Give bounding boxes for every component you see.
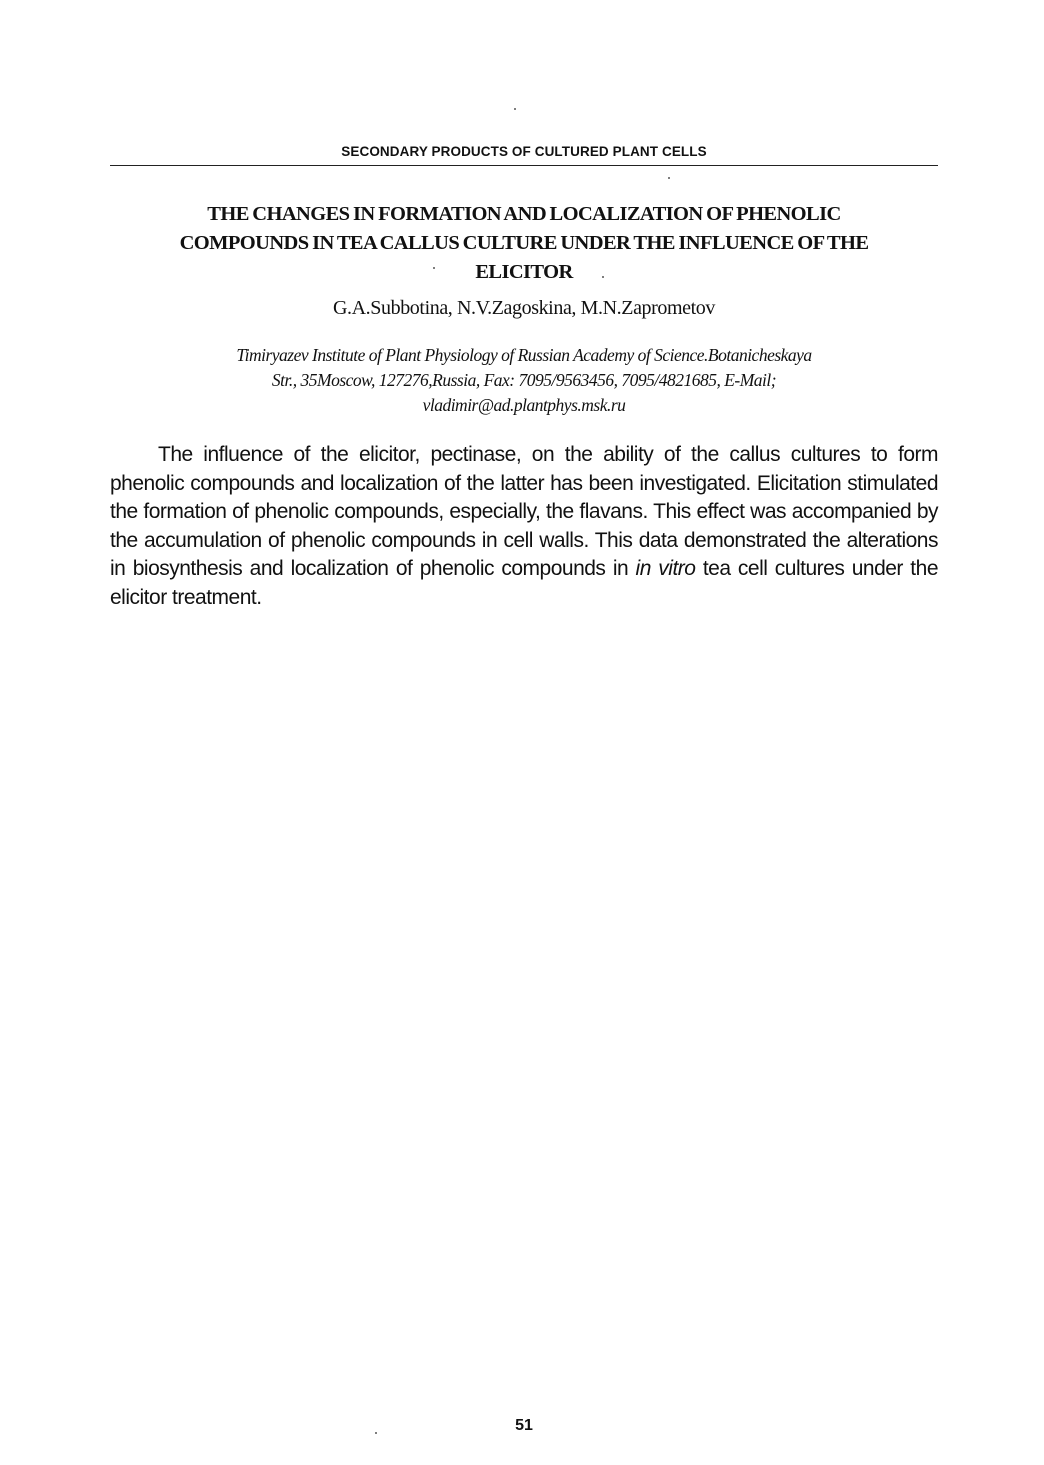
scan-speck [433, 267, 435, 269]
authors: G.A.Subbotina, N.V.Zagoskina, M.N.Zaprometov [333, 297, 715, 319]
scan-speck [514, 108, 516, 110]
scan-speck [668, 177, 670, 179]
affiliation-line-1: Timiryazev Institute of Plant Physiology of Russian Academy of Science.Botanicheskaya [236, 345, 812, 365]
affiliation-email: vladimir@ad.plantphys.msk.ru [422, 395, 626, 415]
abstract-paragraph [110, 441, 938, 612]
affiliation-line-2: Str., 35Moscow, 127276,Russia, Fax: 7095/9563456, 7095/4821685, E-Mail; [271, 370, 777, 390]
abstract-text-part-1: The influence of the elicitor, pectinase, on the ability of the callus cultures to form phenolic compounds and localization of the latter has been investigated. Elicitation stimulated the formation of phenolic compounds, especially, the flavans. This effect was accompanied by the accumulation of phenolic compounds in cell walls. This data demonstrated the alterations in biosynthesis and localization of phenolic compounds in [110, 443, 938, 580]
title-line-1: THE CHANGES IN FORMATION AND LOCALIZATION OF PHENOLIC [207, 203, 841, 225]
running-head: SECONDARY PRODUCTS OF CULTURED PLANT CELLS [341, 144, 707, 159]
affiliation [110, 343, 938, 418]
page-number: 51 [515, 1417, 533, 1434]
title-line-2: COMPOUNDS IN TEA CALLUS CULTURE UNDER THE INFLUENCE OF THE [179, 232, 869, 254]
title-line-3: ELICITOR [475, 261, 573, 283]
scan-speck [375, 1432, 377, 1434]
abstract-italic-term: in vitro [635, 557, 696, 580]
header-rule [110, 165, 938, 166]
paper-title [110, 200, 938, 287]
scan-speck [602, 276, 604, 278]
abstract-text-part-2: tea cell cultures under the elicitor treatment. [110, 557, 938, 609]
